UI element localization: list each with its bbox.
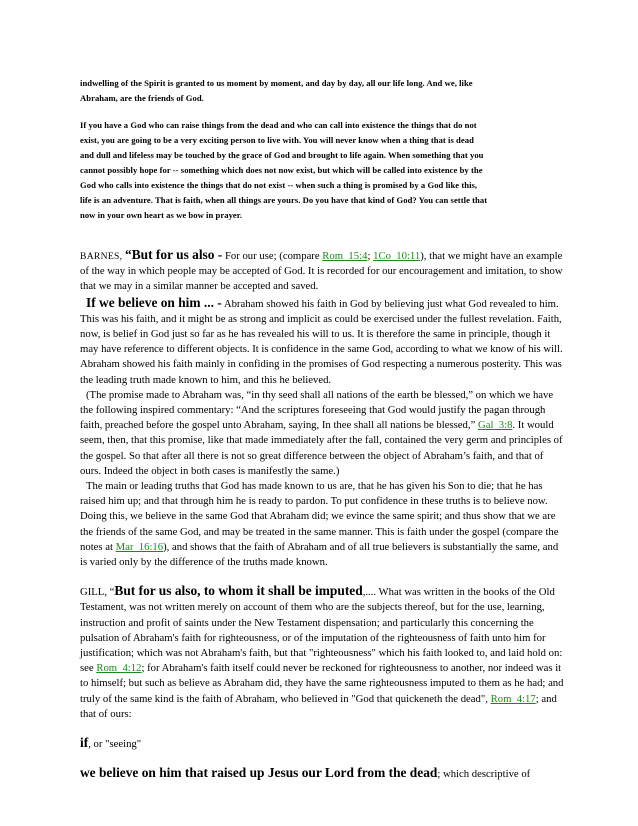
- commentary-text: ; for Abraham's faith itself could never be reckoned for righteousness to another, nor indeed was it to himself; but such as believe as Abraham did, they have the same righteousness imputed to them as he had; and truly of the same kind is the faith of Abraham, who believed in "God that quickeneth the dead",: [80, 662, 564, 705]
- scripture-link[interactable]: Rom_4:12: [96, 662, 142, 675]
- commentary-text: . It would seem, then, that this promise, like that made immediately after the fall, contained the very germ and principles of the gospel. So that after all there is not so great difference between the object of Abraham’s faith, and that of ours. Indeed the object in both cases is manifestly the same.): [80, 419, 563, 477]
- commentary-text: For our use; (compare: [222, 250, 323, 262]
- verse-heading: If we believe on him ... -: [86, 294, 222, 310]
- intro-paragraph-1: [80, 76, 564, 106]
- barnes-paragraph-3: [80, 479, 564, 570]
- commentary-text: ; which descriptive of: [437, 768, 531, 781]
- commentator-label: BARNES,: [80, 251, 123, 262]
- phrase-heading: we believe on him that raised up Jesus our Lord from the dead: [80, 765, 438, 781]
- text-line: cannot possibly hope for -- something which does not now exist, but which will be called into existence by the: [80, 165, 483, 175]
- text-line: If you have a God who can raise things from the dead and who can call into existence the things that do not: [80, 120, 477, 130]
- text-line: now in your own heart as we bow in prayer.: [80, 210, 243, 220]
- verse-heading: But for us also, to whom it shall be imputed: [114, 583, 363, 599]
- gill-commentary: [80, 583, 564, 782]
- commentary-text: ; and that of ours:: [80, 692, 557, 720]
- verse-heading: “But for us also -: [125, 247, 223, 262]
- barnes-paragraph-2: [80, 388, 564, 479]
- text-line: life is an adventure. That is faith, when all things are yours. Do you have that kind of God? You can settle that: [80, 195, 488, 205]
- scripture-link[interactable]: Mar_16:16: [115, 540, 164, 553]
- commentary-text: ), that we might have an example of the way in which people may be accepted of God. It is recorded for our encouragement and imitation, to show that we may in a similar manner be accepted and saved.: [80, 250, 563, 293]
- commentary-text: ;: [367, 250, 374, 262]
- commentary-text: Abraham showed his faith in God by believing just what God revealed to him. This was his faith, and it might be as strong and implicit as could be exercised under the fullest revelation. Faith, now, is belief in God just so far as he has revealed his will to us. It is therefore the same in principle, though it may have reference to different objects. It is confidence in the same God, according to what we know of his will. Abraham showed his faith mainly in confiding in the promises of God respecting a numerous posterity. This was the leading truth made known to him, and this he believed.: [80, 297, 563, 386]
- scripture-link[interactable]: Rom_15:4: [322, 250, 368, 262]
- commentary-text: , or "seeing": [88, 738, 142, 751]
- intro-paragraph-2: [80, 118, 564, 223]
- commentator-label: GILL, “: [80, 586, 115, 599]
- commentary-text: (The promise made to Abraham was, “in thy seed shall all nations of the earth be blessed,” on which we have the following inspired commentary: “And the scriptures foreseeing that God would justify the pagan through faith, preached before the gospel unto Abraham, saying, In thee shall all nations be blessed,”: [80, 388, 554, 432]
- text-line: Abraham, are the friends of God.: [80, 93, 204, 103]
- barnes-paragraph-1: [80, 247, 564, 388]
- intro-bold-section: [80, 76, 564, 223]
- scripture-link[interactable]: Rom_4:17: [490, 692, 536, 705]
- commentary-text: ,.... What was written in the books of the Old Testament, was not written merely on account of them who are the subjects thereof, but for the use, learning, instruction and profit of saints under the New Testament dispensation; and particularly this concerning the pulsation of Abraham's faith for righteousness, or of the imputation of the righteousness of faith unto him for justification; which was not Abraham's faith, but that "righteousness" which his faith looked to, and laid hold on: see: [80, 586, 563, 675]
- gill-paragraph-2: [80, 735, 564, 752]
- text-line: exist, you are going to be a very exciting person to live with. You will never know when a thing that is dead: [80, 135, 474, 145]
- scripture-link[interactable]: Gal_3:8: [477, 419, 513, 432]
- text-line: and dull and lifeless may be touched by the grace of God and brought to life again. When something that you: [80, 150, 484, 160]
- text-line: God who calls into existence the things that do not exist -- when such a thing is promised by a God like this,: [80, 180, 478, 190]
- document-page: [80, 76, 564, 783]
- scripture-link[interactable]: 1Co_10:11: [373, 250, 421, 262]
- gill-paragraph-3: [80, 765, 564, 782]
- gill-paragraph-1: [80, 583, 564, 722]
- phrase-heading: if: [80, 735, 89, 751]
- barnes-commentary: [80, 247, 564, 570]
- commentary-text: ), and shows that the faith of Abraham and of all true believers is substantially the same, and is varied only by the difference of the truths made known.: [80, 540, 559, 569]
- text-line: indwelling of the Spirit is granted to us moment by moment, and day by day, all our life long. And we, like: [80, 78, 473, 88]
- commentary-text: The main or leading truths that God has made known to us are, that he has given his Son to die; that he has raised him up; and that through him he is ready to pardon. To put confidence in these truths is to believe now. Doing this, we believe in the same God that Abraham did; we evince the same spirit; and thus show that we are the friends of the same God, and may be treated in the same manner. This is faith under the gospel (compare the notes at: [80, 480, 559, 553]
